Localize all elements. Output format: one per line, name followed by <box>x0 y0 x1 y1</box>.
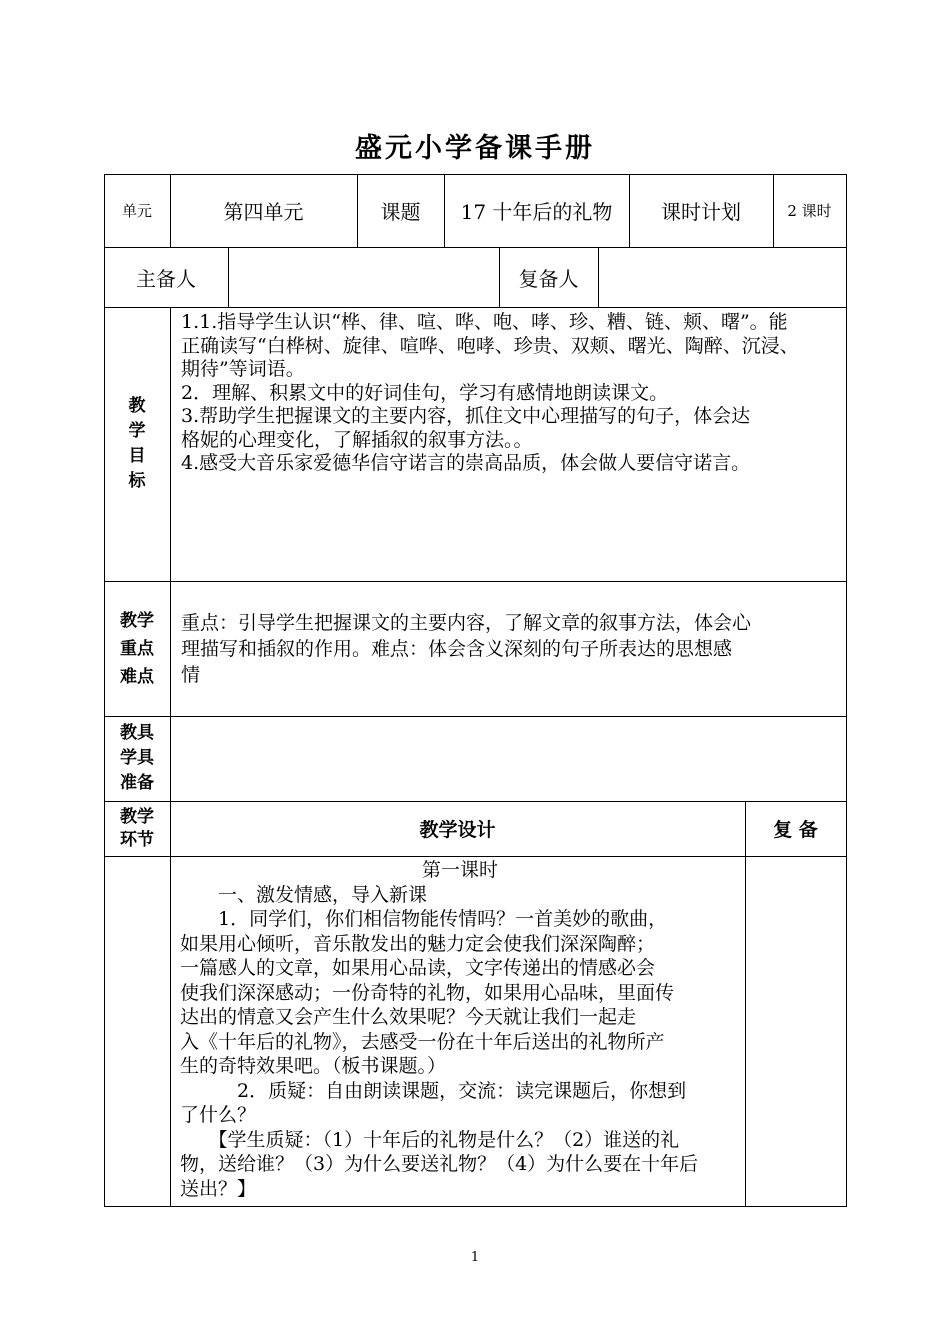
design-line: 1．同学们，你们相信物能传情吗？一首美妙的歌曲， <box>180 908 668 930</box>
key-points-label: 教学 重点 难点 <box>120 610 154 687</box>
design-line: 一篇感人的文章，如果用心品读，文字传递出的情感必会 <box>180 957 656 979</box>
design-line: 送出？】 <box>180 1177 257 1200</box>
design-line: 如果用心倾听，音乐散发出的魅力定会使我们深深陶醉； <box>180 932 656 955</box>
design-line: 生的奇特效果吧。（板书课题。） <box>180 1055 447 1077</box>
unit-label: 单元 <box>121 202 152 220</box>
topic-value: 17 十年后的礼物 <box>460 200 613 224</box>
key-points-content <box>181 610 843 688</box>
tools-value[interactable] <box>170 716 846 801</box>
page-title: 盛元小学备课手册 <box>355 133 595 164</box>
objective-line: 1.1.指导学生认识“桦、律、喧、哗、咆、哮、珍、糟、链、颊、曙”。能 <box>181 311 788 333</box>
design-line: 使我们深深感动；一份奇特的礼物，如果用心品味，里面传 <box>180 981 675 1004</box>
reviewer-value[interactable] <box>598 247 846 307</box>
topic-label: 课题 <box>380 200 421 224</box>
design-line: 物，送给谁？（3）为什么要送礼物？（4）为什么要在十年后 <box>180 1153 699 1175</box>
objective-line: 2．理解、积累文中的好词佳句，学习有感情地朗读课文。 <box>181 381 669 404</box>
review-header: 复 备 <box>773 819 818 841</box>
objective-line: 期待”等词语。 <box>181 358 305 380</box>
design-line: 了什么？ <box>180 1104 257 1126</box>
objective-line: 3.帮助学生把握课文的主要内容，抓住文中心理描写的句子，体会达 <box>181 405 751 427</box>
page-number: 1 <box>470 1250 480 1265</box>
design-line: 达出的情意又会产生什么效果呢？今天就让我们一起走 <box>180 1006 637 1028</box>
objective-line: 格妮的心理变化，了解插叙的叙事方法。。 <box>181 428 533 451</box>
lesson-heading: 第一课时 <box>421 859 498 881</box>
key-point-line: 情 <box>181 664 201 686</box>
teaching-stage-label: 教学 环节 <box>120 806 154 850</box>
reviewer-label: 复备人 <box>518 266 579 291</box>
key-point-line: 理描写和插叙的作用。难点：体会含义深刻的句子所表达的思想感 <box>181 638 733 660</box>
unit-value: 第四单元 <box>223 200 304 224</box>
main-preparer-label: 主备人 <box>136 266 196 291</box>
design-line: 2．质疑：自由朗读课题，交流：读完课题后，你想到 <box>180 1079 687 1102</box>
key-point-line: 重点：引导学生把握课文的主要内容，了解文章的叙事方法，体会心 <box>181 612 752 634</box>
objective-line: 4.感受大音乐家爱德华信守诺言的崇高品质，体会做人要信守诺言。 <box>181 452 751 474</box>
objectives-label: 教 学 目 标 <box>128 396 146 491</box>
design-line: 入《十年后的礼物》，去感受一份在十年后送出的礼物所产 <box>180 1030 665 1053</box>
main-preparer-value[interactable] <box>228 247 499 307</box>
design-line: 【学生质疑：（1）十年后的礼物是什么？（2）谁送的礼 <box>180 1128 680 1151</box>
objectives-content <box>181 311 843 476</box>
objective-line: 正确读写“白桦树、旋律、喧哗、咆哮、珍贵、双颊、曙光、陶醉、沉浸、 <box>181 334 799 357</box>
plan-label: 课时计划 <box>661 200 741 224</box>
design-content <box>180 858 740 1201</box>
plan-value: 2 课时 <box>787 202 832 220</box>
tools-label: 教具 学具 准备 <box>120 723 154 793</box>
design-header: 教学设计 <box>419 819 496 841</box>
design-line: 一、激发情感，导入新课 <box>180 883 428 906</box>
review-notes[interactable] <box>745 856 846 1206</box>
